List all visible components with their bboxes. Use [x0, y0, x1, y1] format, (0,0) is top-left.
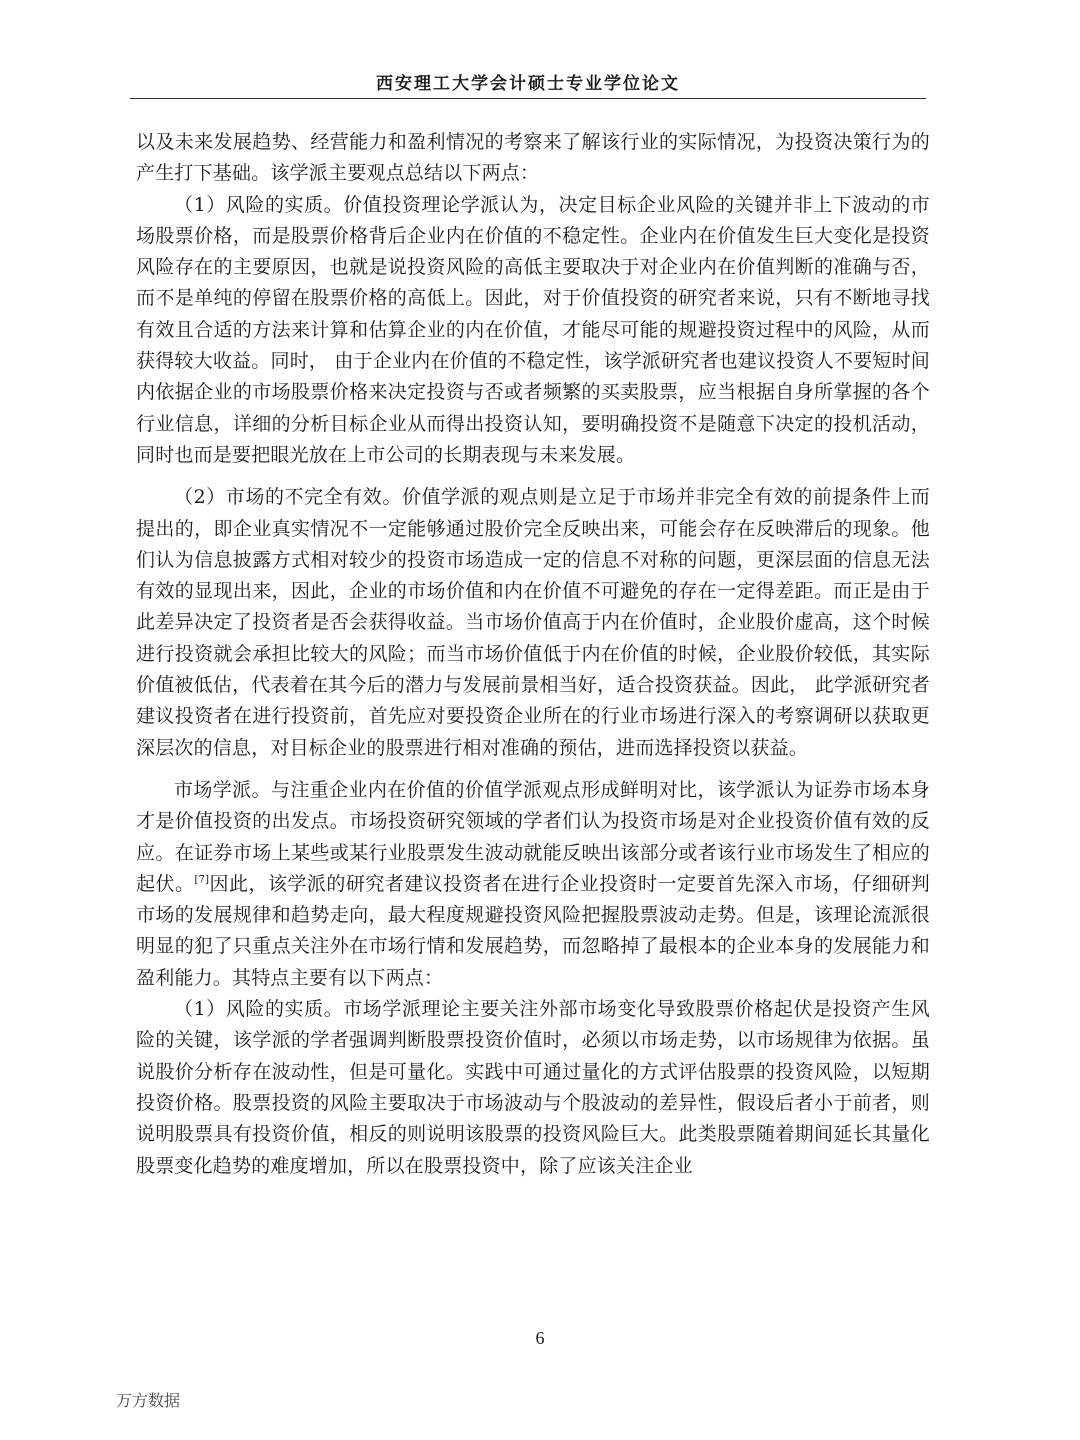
citation-marker: [7]: [194, 874, 210, 886]
running-header-title: 西安理工大学会计硕士专业学位论文: [376, 74, 680, 94]
paragraph-market-risk: （1）风险的实质。市场学派理论主要关注外部市场变化导致股票价格起伏是投资产生风险的关键，该学派的学者强调判断股票投资价值时，必须以市场走势，以市场规律为依据。虽说股价分析存在波动性，但是可量化。实践中可通过量化的方式评估股票的投资风险，以短期投资价格。股票投资的风险主要取决于市场波动与个股波动的差异性，假设后者小于前者，则说明股票具有投资价值，相反的则说明该股票的投资风险巨大。此类股票随着期间延长其量化股票变化趋势的难度增加，所以在股票投资中，除了应该关注企业: [136, 998, 930, 1177]
header-rule: [130, 98, 926, 99]
paragraph-market-school-part2: 因此，该学派的研究者建议投资者在进行企业投资时一定要首先深入市场，仔细研判市场的发展规律和趋势走向，最大程度规避投资风险把握股票波动走势。但是，该理论流派很明显的犯了只重点关注外在市场行情和发展趋势，而忽略掉了最根本的企业本身的发展能力和盈利能力。其特点主要有以下两点：: [136, 872, 930, 989]
watermark-text: 万方数据: [116, 1391, 181, 1410]
paragraph-value-risk: （1）风险的实质。价值投资理论学派认为，决定目标企业风险的关键并非上下波动的市场股票价格，而是股票价格背后企业内在价值的不稳定性。企业内在价值发生巨大变化是投资风险存在的主要原因，也就是说投资风险的高低主要取决于对企业内在价值判断的准确与否，而不是单纯的停留在股票价格的高低上。因此，对于价值投资的研究者来说，只有不断地寻找有效且合适的方法来计算和估算企业的内在价值，才能尽可能的规避投资过程中的风险，从而获得较大收益。同时， 由于企业内在价值的不稳定性，该学派研究者也建议投资人不要短时间内依据企业的市场股票价格来决定投资与否或者频繁的买卖股票，应当根据自身所掌握的各个行业信息，详细的分析目标企业从而得出投资认知，要明确投资不是随意下决定的投机活动，同时也而是要把眼光放在上市公司的长期表现与未来发展。: [136, 193, 930, 466]
body-text: [136, 127, 930, 1182]
paragraph-continuation: 以及未来发展趋势、经营能力和盈利情况的考察来了解该行业的实际情况，为投资决策行为的产生打下基础。该学派主要观点总结以下两点：: [136, 131, 930, 185]
page-number: 6: [535, 1328, 545, 1348]
paragraph-market-school: [136, 775, 930, 994]
paragraph-value-market-inefficiency: （2）市场的不完全有效。价值学派的观点则是立足于市场并非完全有效的前提条件上而提出的，即企业真实情况不一定能够通过股价完全反映出来，可能会存在反映滞后的现象。他们认为信息披露方式相对较少的投资市场造成一定的信息不对称的问题，更深层面的信息无法有效的显现出来，因此，企业的市场价值和内在价值不可避免的存在一定得差距。而正是由于此差异决定了投资者是否会获得收益。当市场价值高于内在价值时，企业股价虚高，这个时候进行投资就会承担比较大的风险；而当市场价值低于内在价值的时候，企业股价较低，其实际价值被低估，代表着在其今后的潜力与发展前景相当好，适合投资获益。因此， 此学派研究者建议投资者在进行投资前，首先应对要投资企业所在的行业市场进行深入的考察调研以获取更深层次的信息，对目标企业的股票进行相对准确的预估，进而选择投资以获益。: [136, 486, 930, 759]
paragraph-market-school-part1: 市场学派。与注重企业内在价值的价值学派观点形成鲜明对比，该学派认为证券市场本身才是价值投资的出发点。市场投资研究领域的学者们认为投资市场是对企业投资价值有效的反应。在证券市场上某些或某行业股票发生波动就能反映出该部分或者该行业市场发生了相应的起伏。: [136, 778, 930, 895]
